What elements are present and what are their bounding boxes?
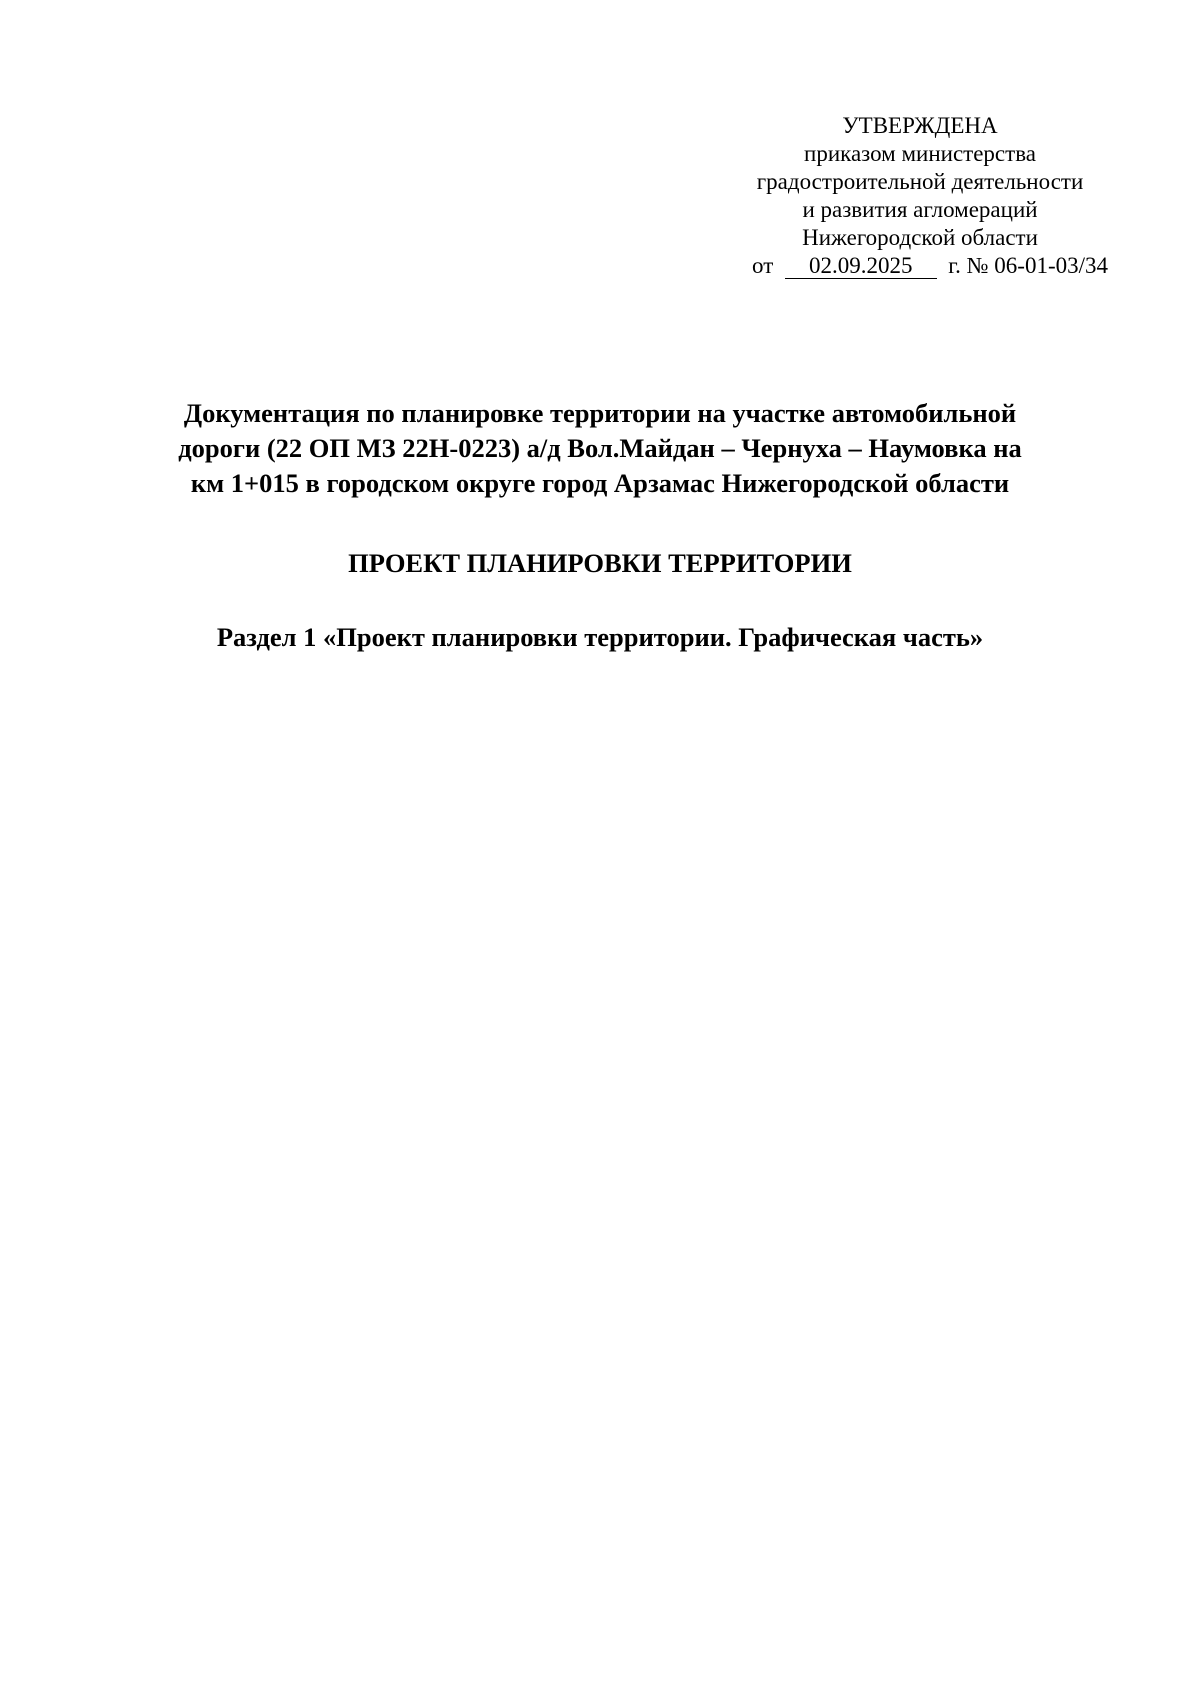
order-reference [752, 252, 1108, 280]
document-subtitle: ПРОЕКТ ПЛАНИРОВКИ ТЕРРИТОРИИ [348, 548, 852, 578]
approval-line-ministry: приказом министерства [804, 141, 1036, 166]
order-number: г. № 06-01-03/34 [948, 253, 1108, 278]
approval-line-agglomeration: и развития агломераций [802, 197, 1038, 222]
section-heading: Раздел 1 «Проект планировки территории. Графическая часть» [216, 622, 984, 652]
title-line: дороги (22 ОП МЗ 22Н-0223) а/д Вол.Майдан – Чернуха – Наумовка на [178, 433, 1022, 463]
approval-line-department: градостроительной деятельности [756, 169, 1084, 194]
title-line: Документация по планировке территории на участке автомобильной [183, 398, 1017, 428]
approval-heading: УТВЕРЖДЕНА [842, 113, 998, 138]
title-line: км 1+015 в городском округе город Арзамас Нижегородской области [190, 468, 1010, 498]
approval-line-region: Нижегородской области [802, 225, 1038, 250]
document-title [120, 396, 1080, 501]
order-date: 02.09.2025 [785, 254, 937, 279]
approval-stamp [735, 112, 1105, 252]
order-prefix: от [752, 253, 774, 278]
